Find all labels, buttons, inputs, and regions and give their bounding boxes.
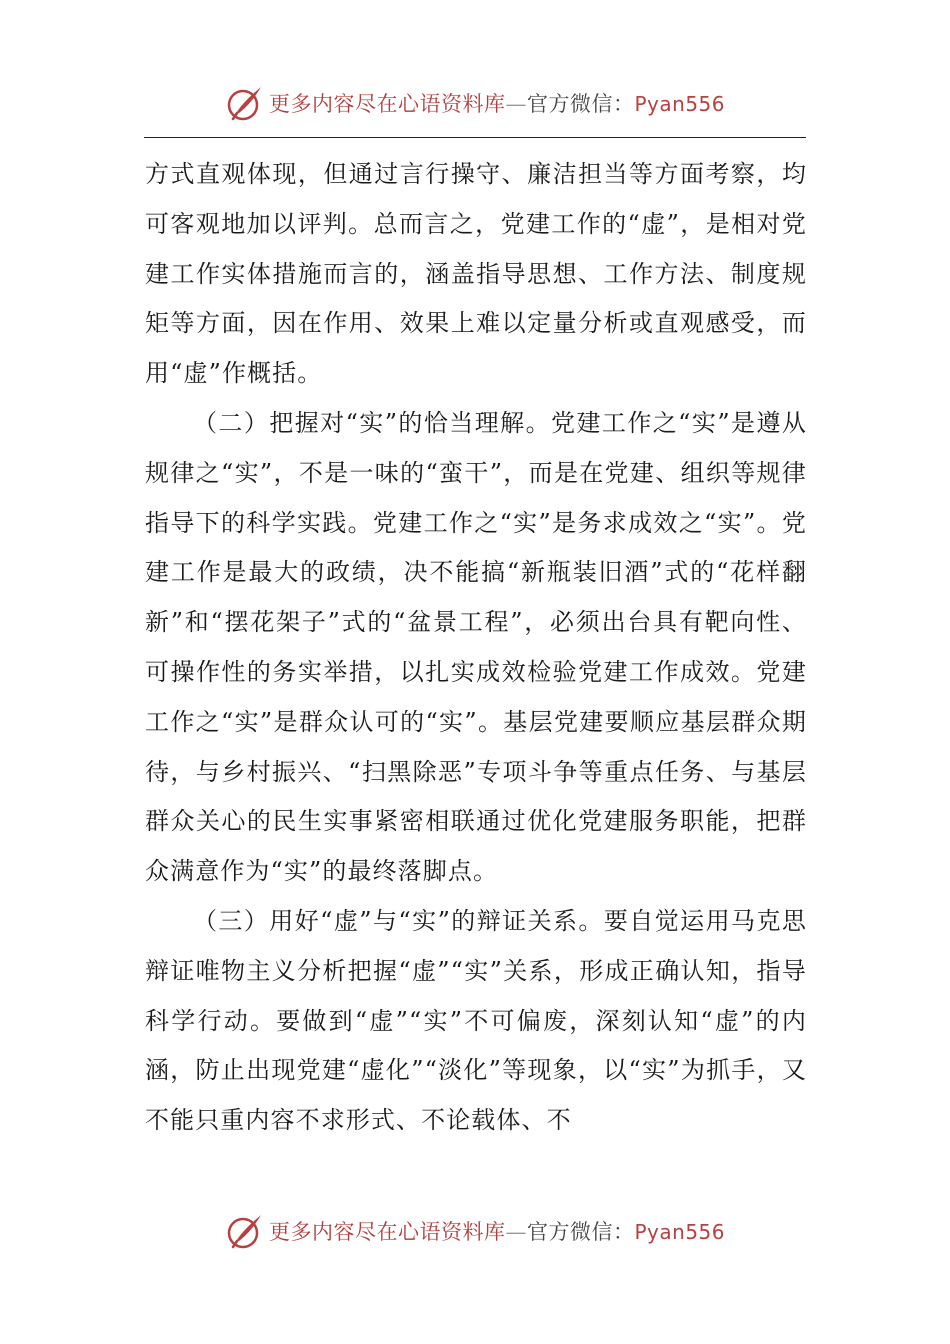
header-divider bbox=[144, 137, 806, 138]
header-banner bbox=[0, 78, 950, 128]
paragraph-section-2: （二）把握对“实”的恰当理解。党建工作之“实”是遵从规律之“实”，不是一味的“蛮干”，而是在党建、组织等规律指导下的科学实践。党建工作之“实”是务求成效之“实”。党建工作是最大的政绩，决不能搞“新瓶装旧酒”式的“花样翻新”和“摆花架子”式的“盆景工程”，必须出台具有靶向性、可操作性的务实举措，以扎实成效检验党建工作成效。党建工作之“实”是群众认可的“实”。基层党建要顺应基层群众期待，与乡村振兴、“扫黑除恶”专项斗争等重点任务、与基层群众关心的民生实事紧密相联通过优化党建服务职能，把群众满意作为“实”的最终落脚点。 bbox=[145, 408, 807, 886]
banner-label: 官方微信： bbox=[526, 1220, 635, 1244]
banner-text bbox=[269, 1216, 725, 1246]
quill-pen-logo-icon bbox=[225, 83, 265, 123]
banner-dash: — bbox=[505, 92, 527, 116]
document-body bbox=[145, 150, 807, 1146]
banner-dash: — bbox=[505, 1220, 527, 1244]
banner-label: 官方微信： bbox=[526, 92, 635, 116]
banner-brand: 更多内容尽在心语资料库 bbox=[268, 92, 506, 116]
banner-brand: 更多内容尽在心语资料库 bbox=[268, 1220, 506, 1244]
banner-wechat-id: Pyan556 bbox=[634, 1220, 725, 1244]
banner-wechat-id: Pyan556 bbox=[634, 92, 725, 116]
paragraph-continuation: 方式直观体现，但通过言行操守、廉洁担当等方面考察，均可客观地加以评判。总而言之，党建工作的“虚”，是相对党建工作实体措施而言的，涵盖指导思想、工作方法、制度规矩等方面，因在作用、效果上难以定量分析或直观感受，而用“虚”作概括。 bbox=[145, 160, 807, 388]
quill-pen-logo-icon bbox=[225, 1211, 265, 1251]
banner-text bbox=[269, 88, 725, 118]
footer-banner bbox=[0, 1206, 950, 1256]
paragraph-section-3: （三）用好“虚”与“实”的辩证关系。要自觉运用马克思辩证唯物主义分析把握“虚”“实”关系，形成正确认知，指导科学行动。要做到“虚”“实”不可偏废，深刻认知“虚”的内涵，防止出现党建“虚化”“淡化”等现象，以“实”为抓手，又不能只重内容不求形式、不论载体、不 bbox=[145, 906, 807, 1135]
